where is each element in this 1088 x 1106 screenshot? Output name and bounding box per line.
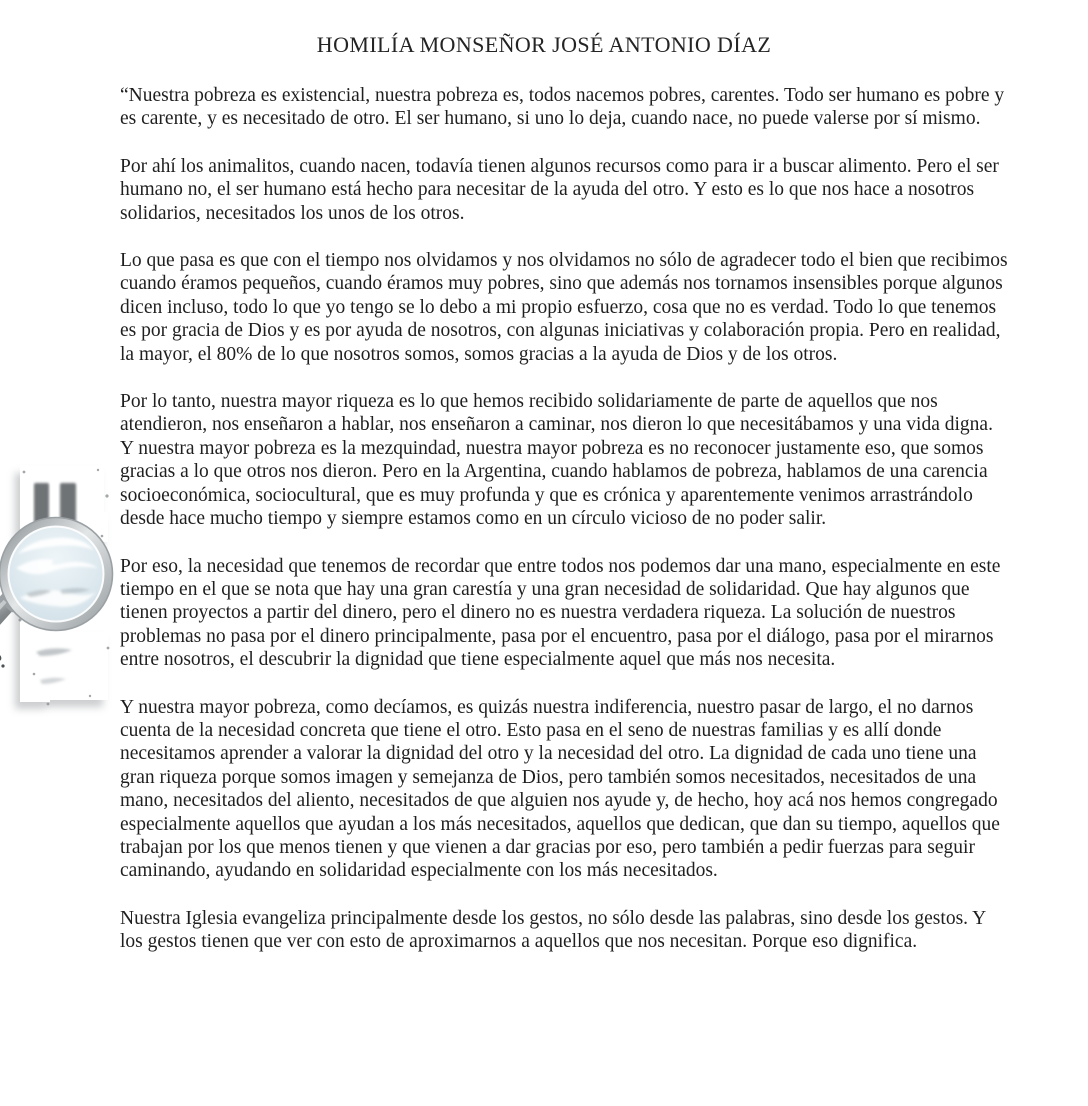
paragraph-7: Nuestra Iglesia evangeliza principalmente desde los gestos, no sólo desde las palabras, sino desde los gestos. Y los gestos tienen que ver con esto de aproximarnos a aquellos que nos necesitan. Porque eso dignifica. — [120, 907, 986, 953]
paragraph-5: Por eso, la necesidad que tenemos de recordar que entre todos nos podemos dar una mano, especialmente en este tiempo en el que se nota que hay una gran carestía y una gran necesidad de solidaridad. Que hay algunos que tienen proyectos a partir del dinero, pero el dinero no es nuestra verdadera riqueza. La solución de nuestros problemas no pasa por el dinero principalmente, pasa por el encuentro, pasa por el diálogo, pasa por el mirarnos entre nosotros, el descubrir la dignidad que tiene especialmente aquel que más nos necesita. — [120, 555, 1001, 671]
magnifier-stamp-watermark — [0, 452, 130, 717]
paragraph-2: Por ahí los animalitos, cuando nacen, todavía tienen algunos recursos como para ir a buscar alimento. Pero el ser humano no, el ser humano está hecho para necesitar de la ayuda del otro. Y esto es lo que nos hace a nosotros solidarios, necesitados los unos de los otros. — [120, 155, 999, 224]
magnifier-stamp-icon — [0, 452, 130, 717]
paragraph-6: Y nuestra mayor pobreza, como decíamos, es quizás nuestra indiferencia, nuestro pasar de largo, el no darnos cuenta de la necesidad concreta que tiene el otro. Esto pasa en el seno de nuestras familias y es allí donde necesitamos aprender a valorar la dignidad del otro y la necesidad del otro. La dignidad de cada uno tiene una gran riqueza porque somos imagen y semejanza de Dios, pero también somos necesitados, necesitados de una mano, necesitados del aliento, necesitados de que alguien nos ayude y, de hecho, hoy acá nos hemos congregado especialmente aquellos que ayudan a los más necesitados, aquellos que dedican, que dan su tiempo, aquellos que trabajan por los que menos tienen y que vienen a dar gracias por eso, pero también a pedir fuerzas para seguir caminando, ayudando en solidaridad especialmente con los más necesitados. — [120, 696, 1000, 882]
document-body — [120, 84, 1010, 978]
paragraph-4: Por lo tanto, nuestra mayor riqueza es lo que hemos recibido solidariamente de parte de aquellos que nos atendieron, nos enseñaron a hablar, nos enseñaron a caminar, nos dieron lo que necesitábamos y una vida digna. Y nuestra mayor pobreza es la mezquindad, nuestra mayor pobreza es no reconocer justamente eso, que somos gracias a lo que otros nos dieron. Pero en la Argentina, cuando hablamos de pobreza, hablamos de una carencia socioeconómica, sociocultural, que es muy profunda y que es crónica y aparentemente venimos arrastrándolo desde hace mucho tiempo y siempre estamos como en un círculo vicioso de no poder salir. — [120, 391, 993, 530]
document-title: HOMILÍA MONSEÑOR JOSÉ ANTONIO DÍAZ — [316, 32, 772, 57]
paragraph-3: Lo que pasa es que con el tiempo nos olvidamos y nos olvidamos no sólo de agradecer todo el bien que recibimos cuando éramos pequeños, cuando éramos muy pobres, sino que además nos tornamos insensibles porque algunos dicen incluso, todo lo que yo tengo se lo debo a mi propio esfuerzo, cosa que no es verdad. Todo lo que tenemos es por gracia de Dios y es por ayuda de nosotros, con algunas iniciativas y colaboración propia. Pero en realidad, la mayor, el 80% de lo que nosotros somos, somos gracias a la ayuda de Dios y de los otros. — [120, 250, 1008, 365]
paragraph-1: “Nuestra pobreza es existencial, nuestra pobreza es, todos nacemos pobres, carentes. Todo ser humano es pobre y es carente, y es necesitado de otro. El ser humano, si uno lo deja, cuando nace, no puede valerse por sí mismo. — [120, 85, 1005, 130]
